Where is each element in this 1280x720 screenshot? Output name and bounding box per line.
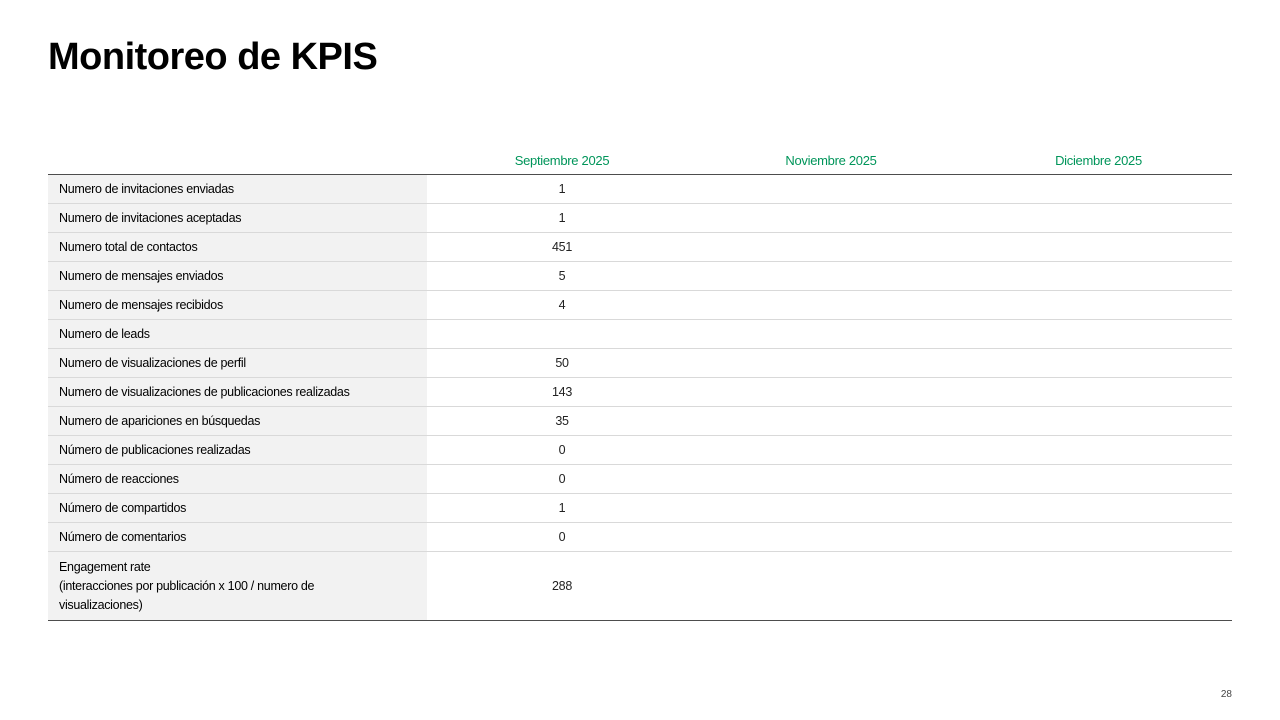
header-blank: [48, 146, 427, 175]
row-label-engagement-rate: [48, 552, 427, 621]
row-label: Numero de mensajes enviados: [48, 262, 427, 291]
value-september: [427, 320, 697, 349]
value-november: [697, 291, 965, 320]
value-december: [965, 204, 1232, 233]
value-september: 35: [427, 407, 697, 436]
row-label: Numero de mensajes recibidos: [48, 291, 427, 320]
value-december: [965, 291, 1232, 320]
value-december: [965, 523, 1232, 552]
engagement-rate-title: Engagement rate: [59, 559, 151, 574]
engagement-rate-formula-cont: visualizaciones): [59, 597, 143, 612]
row-label: Número de reacciones: [48, 465, 427, 494]
value-september: 1: [427, 175, 697, 204]
value-september: 5: [427, 262, 697, 291]
value-september: 0: [427, 523, 697, 552]
value-november: [697, 523, 965, 552]
value-november: [697, 262, 965, 291]
value-december: [965, 349, 1232, 378]
table-row: [48, 378, 1232, 407]
row-label: Numero de apariciones en búsquedas: [48, 407, 427, 436]
value-november: [697, 204, 965, 233]
value-november: [697, 349, 965, 378]
header-september-2025: Septiembre 2025: [427, 146, 697, 175]
value-december: [965, 494, 1232, 523]
table-row: [48, 262, 1232, 291]
header-december-2025: Diciembre 2025: [965, 146, 1232, 175]
table-row: [48, 407, 1232, 436]
value-december: [965, 552, 1232, 621]
value-november: [697, 465, 965, 494]
table-row: [48, 204, 1232, 233]
value-december: [965, 436, 1232, 465]
row-label: Número de comentarios: [48, 523, 427, 552]
table-row: [48, 465, 1232, 494]
value-december: [965, 175, 1232, 204]
table-header-row: [48, 146, 1232, 175]
value-september: 4: [427, 291, 697, 320]
row-label: Numero total de contactos: [48, 233, 427, 262]
value-november: [697, 320, 965, 349]
engagement-rate-formula: (interacciones por publicación x 100 / numero de: [59, 578, 315, 593]
row-label: Numero de visualizaciones de publicaciones realizadas: [48, 378, 427, 407]
value-september: 143: [427, 378, 697, 407]
table-row: [48, 175, 1232, 204]
value-november: [697, 436, 965, 465]
row-label: Numero de visualizaciones de perfil: [48, 349, 427, 378]
value-september: 451: [427, 233, 697, 262]
table-row: [48, 291, 1232, 320]
value-december: [965, 320, 1232, 349]
header-november-2025: Noviembre 2025: [697, 146, 965, 175]
value-september: 288: [427, 552, 697, 621]
page-number: 28: [1220, 689, 1232, 700]
value-november: [697, 175, 965, 204]
value-november: [697, 407, 965, 436]
table-row: [48, 320, 1232, 349]
value-december: [965, 465, 1232, 494]
value-december: [965, 262, 1232, 291]
table-row: [48, 523, 1232, 552]
table-row: [48, 349, 1232, 378]
value-september: 50: [427, 349, 697, 378]
table-row-engagement-rate: [48, 552, 1232, 621]
value-november: [697, 233, 965, 262]
value-september: 1: [427, 494, 697, 523]
row-label: Numero de leads: [48, 320, 427, 349]
table-row: [48, 494, 1232, 523]
value-september: 1: [427, 204, 697, 233]
value-december: [965, 378, 1232, 407]
row-label: Número de compartidos: [48, 494, 427, 523]
value-november: [697, 378, 965, 407]
slide-title: Monitoreo de KPIS: [48, 36, 378, 78]
value-december: [965, 233, 1232, 262]
row-label: Numero de invitaciones aceptadas: [48, 204, 427, 233]
value-december: [965, 407, 1232, 436]
row-label: Numero de invitaciones enviadas: [48, 175, 427, 204]
table-row: [48, 233, 1232, 262]
kpi-table: [48, 146, 1232, 621]
row-label: Número de publicaciones realizadas: [48, 436, 427, 465]
value-november: [697, 552, 965, 621]
value-november: [697, 494, 965, 523]
value-september: 0: [427, 436, 697, 465]
value-september: 0: [427, 465, 697, 494]
table-row: [48, 436, 1232, 465]
